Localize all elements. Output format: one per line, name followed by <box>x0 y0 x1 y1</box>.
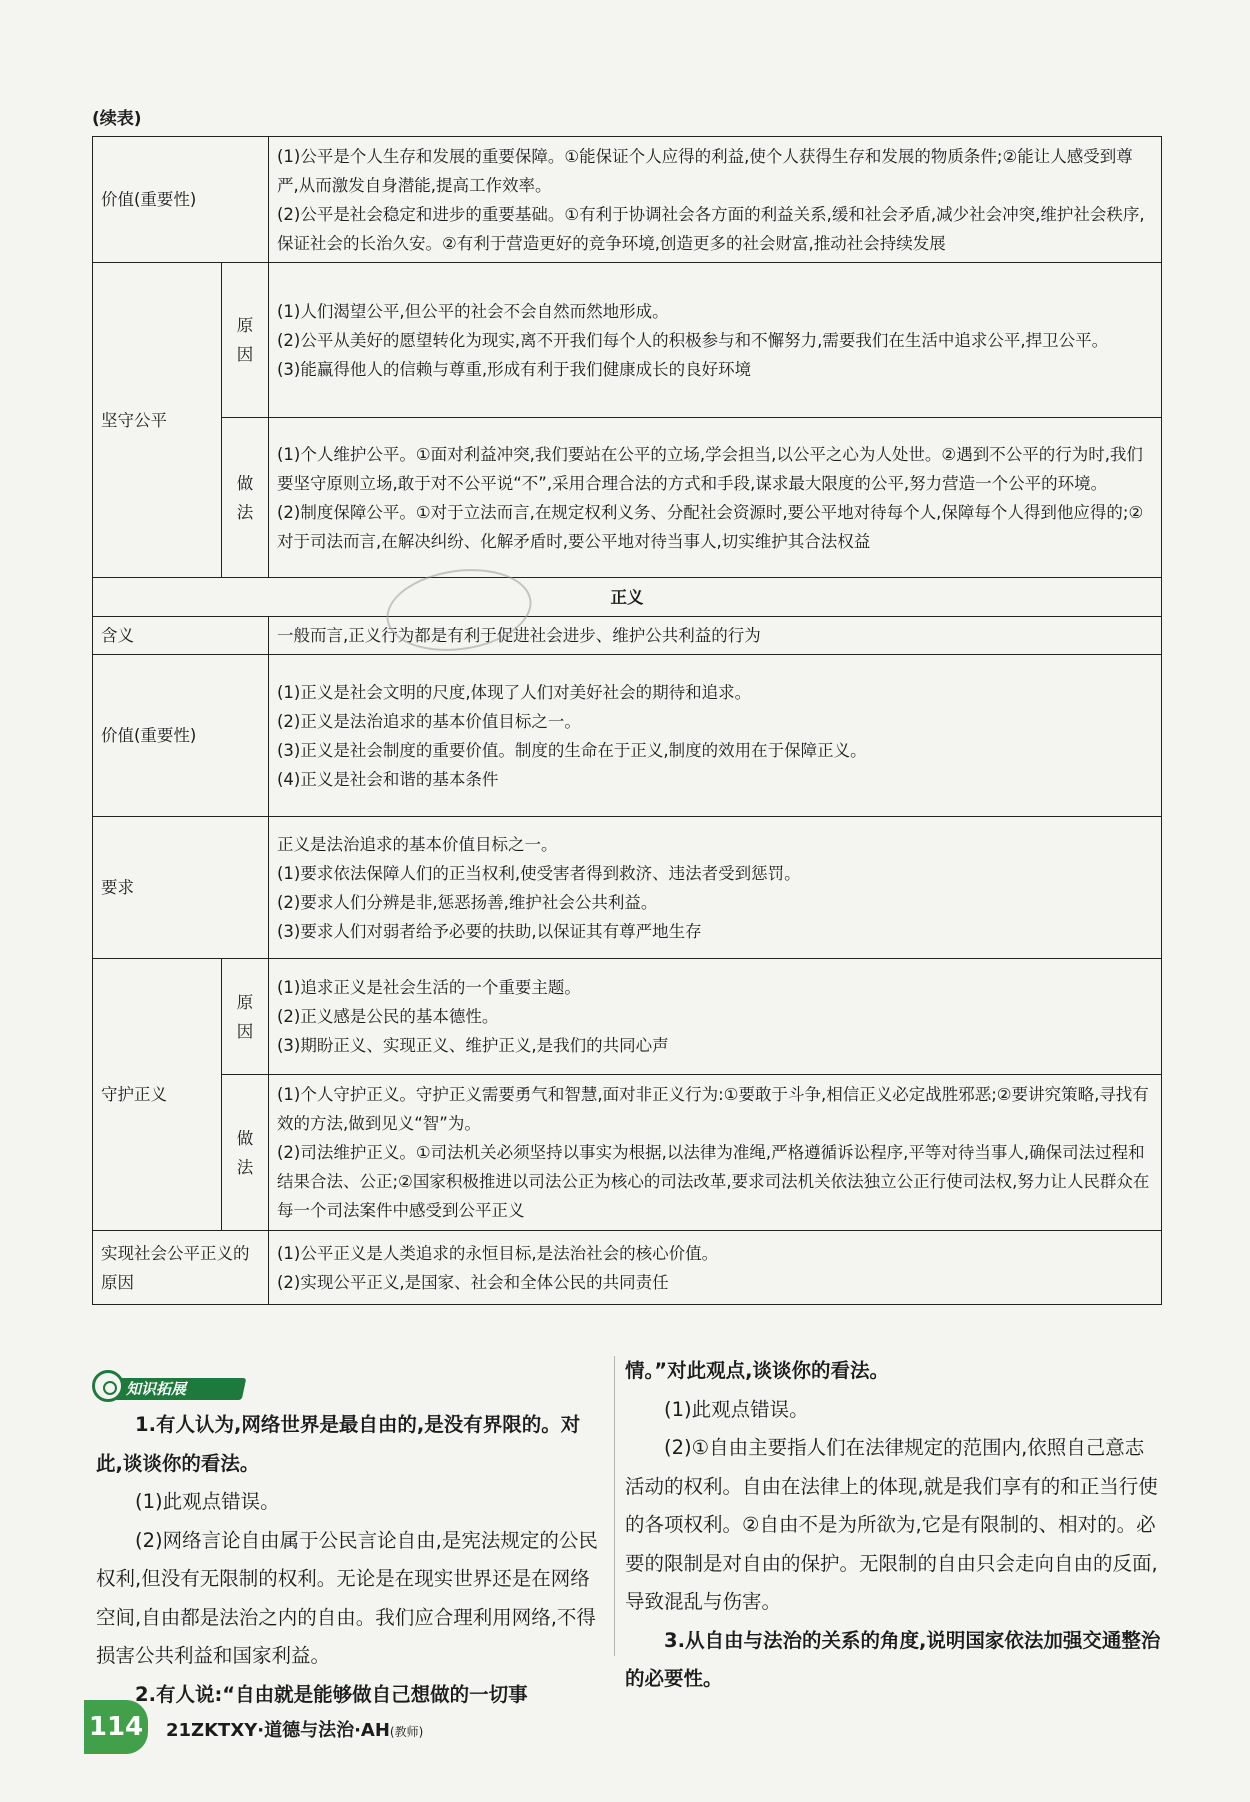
knowledge-table <box>92 136 1162 1305</box>
page-number: 114 <box>84 1700 148 1754</box>
text-line: (2)司法维护正义。①司法机关必须坚持以事实为根据,以法律为准绳,严格遵循诉讼程序,平等对待当事人,确保司法过程和结果合法、公正;②国家积极推进以司法公正为核心的司法改革,要求司法机关依法独立公正行使司法权,努力让人民群众在每一个司法案件中感受到公平正义 <box>277 1143 1150 1220</box>
text-line: (3)要求人们对弱者给予必要的扶助,以保证其有尊严地生存 <box>277 921 702 941</box>
requirement-content <box>269 817 1162 959</box>
text-line: (2)实现公平正义,是国家、社会和全体公民的共同责任 <box>277 1272 669 1292</box>
answer-2-2: (2)①自由主要指人们在法律规定的范围内,依照自己意志活动的权利。自由在法律上的体现,就是我们享有的和正当行使的各项权利。②自由不是为所欲为,它是有限制的、相对的。必要的限制是对自由的保护。无限制的自由只会走向自由的反面,导致混乱与伤害。 <box>625 1436 1158 1613</box>
text-line: (2)正义感是公民的基本德性。 <box>277 1007 499 1026</box>
table-row <box>93 263 1162 418</box>
text-line: (1)公平是个人生存和发展的重要保障。①能保证个人应得的利益,使个人获得生存和发展的物质条件;②能让人感受到尊严,从而激发自身潜能,提高工作效率。 <box>277 146 1133 195</box>
sub-label-method: 做法 <box>222 418 269 578</box>
table-row <box>93 1075 1162 1231</box>
text-line: (3)正义是社会制度的重要价值。制度的生命在于正义,制度的效用在于保障正义。 <box>277 740 867 760</box>
row-label-uphold-fairness: 坚守公平 <box>93 263 222 578</box>
text-line: (2)正义是法治追求的基本价值目标之一。 <box>277 711 581 731</box>
table-row <box>93 418 1162 578</box>
text-line: (2)要求人们分辨是非,惩恶扬善,维护社会公共利益。 <box>277 892 658 912</box>
knowledge-extension-label: 知识拓展 <box>126 1380 187 1398</box>
table-row <box>93 137 1162 263</box>
guard-methods <box>269 1075 1162 1231</box>
text-line: 正义是法治追求的基本价值目标之一。 <box>277 834 558 854</box>
knowledge-extension-banner <box>92 1370 252 1410</box>
text-line: (1)个人守护正义。守护正义需要勇气和智慧,面对非正义行为:①要敢于斗争,相信正义必定战胜邪恶;②要讲究策略,寻找有效的方法,做到见义“智”为。 <box>277 1085 1149 1133</box>
table-row <box>93 959 1162 1075</box>
text-line: (2)公平是社会稳定和进步的重要基础。①有利于协调社会各方面的利益关系,缓和社会矛盾,减少社会冲突,维护社会秩序,保证社会的长治久安。②有利于营造更好的竞争环境,创造更多的社会财富,推动社会持续发展 <box>277 204 1145 253</box>
footer-code <box>166 1716 423 1742</box>
row-label-guard-justice: 守护正义 <box>93 959 222 1231</box>
table-row <box>93 578 1162 617</box>
text-line: (1)个人维护公平。①面对利益冲突,我们要站在公平的立场,学会担当,以公平之心为人处世。②遇到不公平的行为时,我们要坚守原则立场,敢于对不公平说“不”,采用合理合法的方式和手段,谋求最大限度的公平,努力营造一个公平的环境。 <box>277 444 1143 493</box>
question-2-end: 情。”对此观点,谈谈你的看法。 <box>625 1359 889 1382</box>
justice-value-content <box>269 655 1162 817</box>
text-line: (1)要求依法保障人们的正当权利,使受害者得到救济、违法者受到惩罚。 <box>277 863 801 883</box>
text-line: (1)人们渴望公平,但公平的社会不会自然而然地形成。 <box>277 301 669 321</box>
reason-realize-content <box>269 1231 1162 1305</box>
meaning-text: 一般而言,正义行为都是有利于促进社会进步、维护公共利益的行为 <box>269 617 1162 655</box>
answer-1-1: (1)此观点错误。 <box>135 1490 280 1513</box>
text-line: (1)公平正义是人类追求的永恒目标,是法治社会的核心价值。 <box>277 1243 719 1263</box>
edition-label: (教师) <box>389 1725 424 1739</box>
text-line: (4)正义是社会和谐的基本条件 <box>277 769 499 789</box>
uphold-methods <box>269 418 1162 578</box>
text-line: (3)能赢得他人的信赖与尊重,形成有利于我们健康成长的良好环境 <box>277 359 752 379</box>
sub-label-reason: 原因 <box>222 959 269 1075</box>
question-3: 3.从自由与法治的关系的角度,说明国家依法加强交通整治的必要性。 <box>625 1628 1161 1690</box>
table-row <box>93 1231 1162 1305</box>
qa-right-column <box>625 1352 1161 1699</box>
guard-reasons <box>269 959 1162 1075</box>
sub-label-method: 做法 <box>222 1075 269 1231</box>
sub-label-reason: 原因 <box>222 263 269 418</box>
book-code: 21ZKTXY·道德与法治·AH <box>166 1720 390 1741</box>
row-label-fairness-value: 价值(重要性) <box>93 137 269 263</box>
uphold-reasons <box>269 263 1162 418</box>
row-label-meaning: 含义 <box>93 617 269 655</box>
section-title-justice: 正义 <box>93 578 1162 617</box>
row-label-justice-value: 价值(重要性) <box>93 655 269 817</box>
text-line: (3)期盼正义、实现正义、维护正义,是我们的共同心声 <box>277 1036 669 1055</box>
continued-label: (续表) <box>92 109 142 129</box>
text-line: (2)制度保障公平。①对于立法而言,在规定权利义务、分配社会资源时,要公平地对待每个人,保障每个人得到他应得的;②对于司法而言,在解决纠纷、化解矛盾时,要公平地对待当事人,切实维护其合法权益 <box>277 502 1144 551</box>
text-line: (1)追求正义是社会生活的一个重要主题。 <box>277 978 581 997</box>
question-2-start: 2.有人说:“自由就是能够做自己想做的一切事 <box>135 1682 528 1706</box>
target-icon <box>92 1370 124 1402</box>
table-row <box>93 617 1162 655</box>
row-label-requirement: 要求 <box>93 817 269 959</box>
text-line: (2)公平从美好的愿望转化为现实,离不开我们每个人的积极参与和不懈努力,需要我们在生活中追求公平,捍卫公平。 <box>277 330 1109 350</box>
column-divider <box>614 1356 615 1656</box>
answer-2-1: (1)此观点错误。 <box>664 1397 809 1421</box>
answer-1-2: (2)网络言论自由属于公民言论自由,是宪法规定的公民权利,但没有无限制的权利。无论是在现实世界还是在网络空间,自由都是法治之内的自由。我们应合理利用网络,不得损害公共利益和国家利益。 <box>96 1528 598 1667</box>
table-row <box>93 817 1162 959</box>
text-line: (1)正义是社会文明的尺度,体现了人们对美好社会的期待和追求。 <box>277 682 752 702</box>
question-1: 1.有人认为,网络世界是最自由的,是没有界限的。对此,谈谈你的看法。 <box>96 1413 581 1475</box>
row-label-reason-realize: 实现社会公平正义的原因 <box>93 1231 269 1305</box>
table-row <box>93 655 1162 817</box>
qa-left-column <box>96 1406 606 1714</box>
fairness-value-content <box>269 137 1162 263</box>
